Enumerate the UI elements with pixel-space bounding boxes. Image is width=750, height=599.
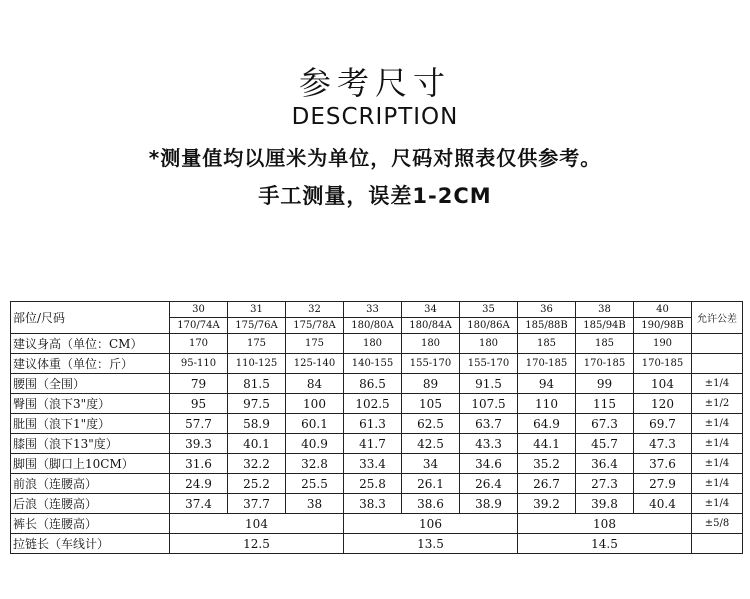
measurement-note: *测量值均以厘米为单位，尺码对照表仅供参考。 [148, 146, 602, 170]
table-row [11, 434, 743, 454]
table-cell: 43.3 [460, 434, 518, 454]
table-cell: 37.4 [170, 494, 228, 514]
size-code: 170/74A [170, 318, 228, 334]
page-subtitle: DESCRIPTION [291, 104, 459, 130]
row-label: 膝围（浪下13"度） [11, 434, 170, 454]
size-header: 30 [170, 302, 228, 318]
table-cell: 37.7 [228, 494, 286, 514]
error-note: 手工测量，误差1-2CM [258, 184, 492, 208]
table-cell: 107.5 [460, 394, 518, 414]
table-cell: 25.8 [344, 474, 402, 494]
table-row [11, 334, 743, 354]
table-cell: 24.9 [170, 474, 228, 494]
table-cell: 155-170 [402, 354, 460, 374]
size-header: 40 [634, 302, 692, 318]
table-cell: 39.8 [576, 494, 634, 514]
table-cell: 190 [634, 334, 692, 354]
table-cell: 38.6 [402, 494, 460, 514]
size-code: 180/80A [344, 318, 402, 334]
table-cell: 25.5 [286, 474, 344, 494]
table-cell: 140-155 [344, 354, 402, 374]
table-cell: 170-185 [634, 354, 692, 374]
tolerance-header: 允许公差 [692, 302, 743, 334]
table-cell: 67.3 [576, 414, 634, 434]
table-cell: 95 [170, 394, 228, 414]
tolerance-cell: ±1/4 [692, 494, 743, 514]
table-cell: 34 [402, 454, 460, 474]
table-row [11, 394, 743, 414]
table-cell: 38.3 [344, 494, 402, 514]
size-header: 31 [228, 302, 286, 318]
table-cell: 44.1 [518, 434, 576, 454]
size-code: 185/94B [576, 318, 634, 334]
table-cell: 38 [286, 494, 344, 514]
table-cell: 39.2 [518, 494, 576, 514]
tolerance-cell: ±1/4 [692, 474, 743, 494]
table-cell: 180 [402, 334, 460, 354]
table-row [11, 454, 743, 474]
size-chart-table [10, 301, 743, 554]
table-cell: 47.3 [634, 434, 692, 454]
table-cell: 37.6 [634, 454, 692, 474]
table-cell: 106 [344, 514, 518, 534]
table-cell: 104 [634, 374, 692, 394]
table-cell: 170-185 [576, 354, 634, 374]
table-cell: 180 [460, 334, 518, 354]
size-code: 175/76A [228, 318, 286, 334]
table-cell: 41.7 [344, 434, 402, 454]
size-header: 34 [402, 302, 460, 318]
table-cell: 110 [518, 394, 576, 414]
size-code: 180/86A [460, 318, 518, 334]
table-cell: 36.4 [576, 454, 634, 474]
tolerance-cell: ±1/4 [692, 434, 743, 454]
size-header: 38 [576, 302, 634, 318]
size-code: 185/88B [518, 318, 576, 334]
table-cell: 60.1 [286, 414, 344, 434]
table-cell: 40.4 [634, 494, 692, 514]
table-cell: 97.5 [228, 394, 286, 414]
table-cell: 13.5 [344, 534, 518, 554]
table-cell: 86.5 [344, 374, 402, 394]
table-cell: 27.9 [634, 474, 692, 494]
tolerance-cell [692, 534, 743, 554]
table-cell: 69.7 [634, 414, 692, 434]
size-header: 35 [460, 302, 518, 318]
table-cell: 34.6 [460, 454, 518, 474]
table-cell: 175 [286, 334, 344, 354]
page-title: 参考尺寸 [298, 64, 451, 102]
row-label: 后浪（连腰高） [11, 494, 170, 514]
table-cell: 25.2 [228, 474, 286, 494]
size-header: 33 [344, 302, 402, 318]
tolerance-cell: ±5/8 [692, 514, 743, 534]
table-cell: 12.5 [170, 534, 344, 554]
table-cell: 14.5 [518, 534, 692, 554]
table-cell: 58.9 [228, 414, 286, 434]
table-cell: 42.5 [402, 434, 460, 454]
size-code: 190/98B [634, 318, 692, 334]
size-header: 36 [518, 302, 576, 318]
table-cell: 33.4 [344, 454, 402, 474]
table-cell: 26.4 [460, 474, 518, 494]
row-label: 建议身高（单位：CM） [11, 334, 170, 354]
table-row [11, 414, 743, 434]
row-label: 肶围（浪下1"度） [11, 414, 170, 434]
table-cell: 39.3 [170, 434, 228, 454]
table-cell: 32.2 [228, 454, 286, 474]
row-label: 腰围（全围） [11, 374, 170, 394]
table-row [11, 494, 743, 514]
table-cell: 115 [576, 394, 634, 414]
table-cell: 170 [170, 334, 228, 354]
tolerance-cell: ±1/2 [692, 394, 743, 414]
row-label: 前浪（连腰高） [11, 474, 170, 494]
table-cell: 120 [634, 394, 692, 414]
table-row [11, 534, 743, 554]
table-cell: 110-125 [228, 354, 286, 374]
tolerance-cell [692, 334, 743, 354]
table-cell: 64.9 [518, 414, 576, 434]
table-cell: 125-140 [286, 354, 344, 374]
table-cell: 26.7 [518, 474, 576, 494]
table-cell: 79 [170, 374, 228, 394]
table-cell: 185 [518, 334, 576, 354]
table-cell: 91.5 [460, 374, 518, 394]
size-header: 32 [286, 302, 344, 318]
row-label: 臀围（浪下3"度） [11, 394, 170, 414]
table-cell: 104 [170, 514, 344, 534]
tolerance-cell: ±1/4 [692, 374, 743, 394]
table-cell: 84 [286, 374, 344, 394]
table-cell: 94 [518, 374, 576, 394]
table-cell: 40.9 [286, 434, 344, 454]
size-code: 180/84A [402, 318, 460, 334]
table-cell: 105 [402, 394, 460, 414]
table-cell: 27.3 [576, 474, 634, 494]
row-label: 建议体重（单位：斤） [11, 354, 170, 374]
table-cell: 40.1 [228, 434, 286, 454]
table-cell: 81.5 [228, 374, 286, 394]
table-row [11, 374, 743, 394]
table-cell: 45.7 [576, 434, 634, 454]
tolerance-cell: ±1/4 [692, 454, 743, 474]
table-cell: 35.2 [518, 454, 576, 474]
size-code: 175/78A [286, 318, 344, 334]
table-cell: 95-110 [170, 354, 228, 374]
table-cell: 61.3 [344, 414, 402, 434]
table-row [11, 354, 743, 374]
tolerance-cell: ±1/4 [692, 414, 743, 434]
table-cell: 57.7 [170, 414, 228, 434]
row-label: 脚围（脚口上10CM） [11, 454, 170, 474]
table-cell: 89 [402, 374, 460, 394]
table-row [11, 514, 743, 534]
table-cell: 31.6 [170, 454, 228, 474]
tolerance-cell [692, 354, 743, 374]
row-label: 拉链长（车线计） [11, 534, 170, 554]
corner-label: 部位/尺码 [11, 302, 170, 334]
table-cell: 102.5 [344, 394, 402, 414]
table-cell: 100 [286, 394, 344, 414]
table-cell: 170-185 [518, 354, 576, 374]
table-cell: 26.1 [402, 474, 460, 494]
table-cell: 185 [576, 334, 634, 354]
table-cell: 155-170 [460, 354, 518, 374]
table-row [11, 474, 743, 494]
table-cell: 62.5 [402, 414, 460, 434]
table-cell: 180 [344, 334, 402, 354]
table-cell: 38.9 [460, 494, 518, 514]
table-cell: 63.7 [460, 414, 518, 434]
table-cell: 99 [576, 374, 634, 394]
table-cell: 175 [228, 334, 286, 354]
row-label: 裤长（连腰高） [11, 514, 170, 534]
table-cell: 32.8 [286, 454, 344, 474]
table-cell: 108 [518, 514, 692, 534]
